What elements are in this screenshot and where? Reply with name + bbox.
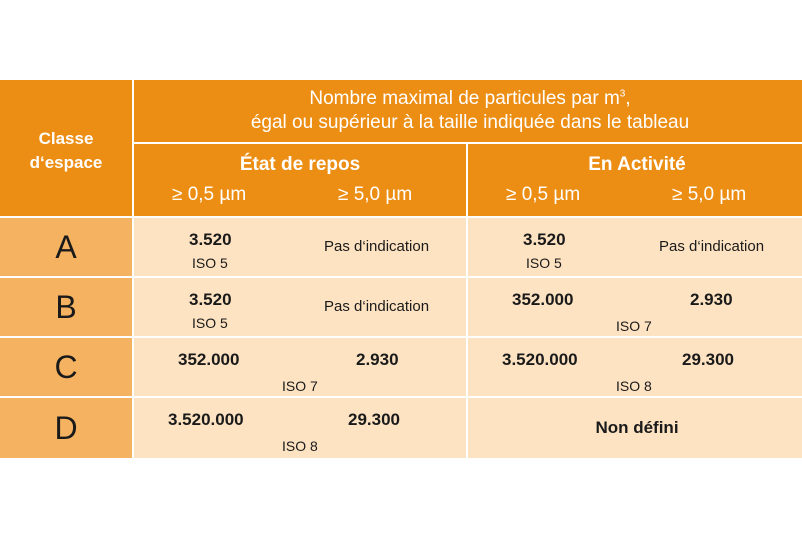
row-label-a: A	[0, 218, 132, 276]
no-indication: Pas d‘indication	[659, 238, 765, 255]
active-size-50: ≥ 5,0 µm	[672, 184, 747, 205]
cell-c-rest	[134, 338, 466, 396]
no-indication: Pas d‘indication	[324, 238, 430, 255]
cleanroom-classification-table	[0, 80, 802, 460]
class-header-line1: Classe	[38, 129, 94, 148]
rest-size-50: ≥ 5,0 µm	[338, 184, 413, 205]
value-05: 352.000	[512, 290, 574, 309]
iso-class: ISO 7	[282, 378, 318, 394]
value-50: 29.300	[682, 350, 734, 369]
active-state-header	[468, 144, 802, 216]
superscript-3: 3	[619, 88, 626, 100]
iso-class: ISO 7	[616, 318, 652, 334]
value-05: 352.000	[178, 350, 240, 369]
active-state-label: En Activité	[588, 154, 686, 175]
active-size-05: ≥ 0,5 µm	[506, 184, 581, 205]
cell-d-rest	[134, 398, 466, 458]
iso-class: ISO 5	[526, 255, 562, 271]
particles-header-line1: Nombre maximal de particules par $m^3$,	[309, 88, 631, 109]
particles-header-line2: égal ou supérieur à la taille indiquée dans le tableau	[250, 112, 690, 133]
value-50: 29.300	[348, 410, 400, 429]
value-05: 3.520.000	[168, 410, 244, 429]
rest-state-label: État de repos	[239, 154, 361, 175]
rest-state-header	[134, 144, 466, 216]
not-defined: Non défini	[595, 418, 679, 437]
cell-c-active	[468, 338, 802, 396]
iso-class: ISO 8	[282, 438, 318, 454]
cell-b-active	[468, 278, 802, 336]
class-header-line2: d‘espace	[29, 153, 103, 172]
value-05: 3.520.000	[502, 350, 578, 369]
value: 3.520	[523, 230, 566, 249]
particles-header	[134, 80, 802, 142]
iso-class: ISO 5	[192, 255, 228, 271]
row-label-d: D	[0, 398, 132, 458]
value-50: 2.930	[690, 290, 733, 309]
row-label-c: C	[0, 338, 132, 396]
row-label-b: B	[0, 278, 132, 336]
rest-size-05: ≥ 0,5 µm	[172, 184, 247, 205]
iso-class: ISO 8	[616, 378, 652, 394]
iso-class: ISO 5	[192, 315, 228, 331]
value: 3.520	[189, 290, 232, 309]
cell-b-rest	[134, 278, 466, 336]
value-50: 2.930	[356, 350, 399, 369]
value: 3.520	[189, 230, 232, 249]
cell-d-active	[468, 398, 802, 458]
cell-a-rest	[134, 218, 466, 276]
cell-a-active	[468, 218, 802, 276]
class-header	[0, 80, 132, 216]
no-indication: Pas d‘indication	[324, 298, 430, 315]
